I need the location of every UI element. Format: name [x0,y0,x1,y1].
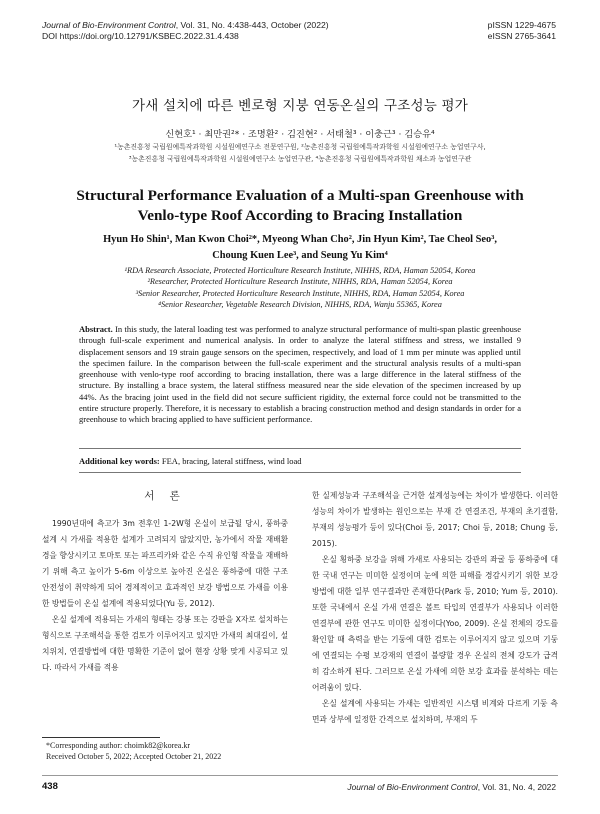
pissn: pISSN 1229-4675 [487,20,556,30]
abstract-text: In this study, the lateral loading test was performed to analyze structural performance of multi-span plastic greenhouse through full-scale experiment and numerical analysis. In order to analyze the lateral stiffness and stress, we installed 9 displacement sensors and 19 strain gauge sensors on the specimen, respectively, and load of 1 mm per minute was applied until the specimen failure. In the comparison between the full-scale experiment and the structural analysis results of a multi-span greenhouse with venlo-type roof according to bracing installation, there was a large difference in the lateral stiffness of the structure. By installing a brace system, the lateral stiffness measured near the side elevation of the specimen increased by up 44%. As the bracing joint used in the field did not secure sufficient rigidity, the external force could not be transmitted to the entire structure properly. Therefore, it is necessary to establish a bracing construction method and design standards in order for a greenhouse to which bracing applied to have sufficient performance. [79,324,521,425]
body-paragraph: 온실 설계에 적용되는 가새의 형태는 강봉 또는 강판을 X자로 설치하는 형식으로 구조해석을 통한 검토가 이루어지고 있지만 가새의 최대길이, 설치위치, 연결방법에 대한 명확한 기준이 없어 현장 상황 맞게 시공되고 있다. 따라서 가새를 적용 [42,615,288,672]
authors-english [50,232,550,264]
section-heading-introduction: 서 론 [144,490,186,502]
footnote [46,741,221,762]
footer-journal [347,782,556,792]
journal-details: , Vol. 31, No. 4:438-443, October (2022) [175,20,329,30]
affiliation-en-line: ³Senior Researcher, Protected Horticulture Research Institute, NIHHS, RDA, Haman 52054, Korea [135,288,465,298]
keywords-divider [79,472,521,473]
page-number: 438 [42,781,58,792]
affiliations-english [60,265,540,310]
affiliation-en-line: ¹RDA Research Associate, Protected Horticulture Research Institute, NIHHS, RDA, Haman 52054, Korea [124,266,476,275]
abstract [79,324,521,426]
affiliations-korean [50,141,550,165]
body-column-left [42,488,288,676]
footer-journal-details: , Vol. 31, No. 4, 2022 [477,782,556,792]
corresponding-author: *Corresponding author: choimk82@korea.kr [46,741,191,750]
affiliation-ko-line: ¹농촌진흥청 국립원예특작과학원 시설원예연구소 전문연구원, ²농촌진흥청 국립원예특작과학원 시설원예연구소 농업연구사, [114,143,486,151]
abstract-label: Abstract. [79,324,113,334]
title-en-line: Structural Performance Evaluation of a Multi-span Greenhouse with [76,187,524,204]
doi-link[interactable]: DOI https://doi.org/10.12791/KSBEC.2022.31.4.438 [42,31,239,41]
title-english [40,186,560,226]
authors-korean: 신현호¹ · 최만권²* · 조명환² · 김진현² · 서태철³ · 이충근³ · 김승유⁴ [165,129,435,140]
journal-header [42,20,329,42]
keywords [79,456,521,466]
body-column-right [312,488,558,728]
affiliation-ko-line: ³농촌진흥청 국립원예특작과학원 시설원예연구소 농업연구관, ⁴농촌진흥청 국립원예특작과학원 채소과 농업연구관 [128,155,472,163]
abstract-divider [79,448,521,449]
footer-journal-name: Journal of Bio-Environment Control [347,782,478,792]
keywords-text: FEA, bracing, lateral stiffness, wind load [159,456,302,466]
title-korean: 가새 설치에 따른 벤로형 지붕 연동온실의 구조성능 평가 [132,98,468,114]
received-dates: Received October 5, 2022; Accepted October 21, 2022 [46,751,222,761]
issn-block [488,20,556,42]
keywords-label: Additional key words: [79,456,160,466]
body-paragraph: 온실 횡하중 보강을 위해 가새로 사용되는 강관의 좌굴 등 풍하중에 대한 국내 연구는 미미한 실정이며 눈에 의한 피해를 경감시키기 위한 보강방법에 대한 일부 연구결과만 존재한다(Park 등, 2010; Yum 등, 2010). 또한 국내에서 온실 가새 연결은 볼트 타입의 연결부가 사용되나 이러한 연결부에 관한 연구도 미미한 실정이다(Yoo, 2009). 온실 전체의 강도를 확인할 때 측력을 받는 기둥에 대한 검토는 이루어지지 않고 있으며 기둥에 연결되는 수평 보강재의 연결이 불량할 경우 온실의 전체 강도가 급격히 감소하게 된다. 그러므로 온실 가새에 의한 보강 효과를 분석하는 데는 어려움이 있다. [312,555,558,692]
eissn: eISSN 2765-3641 [487,31,556,41]
body-paragraph: 1990년대에 측고가 3m 전후인 1-2W형 온실이 보급될 당시, 풍하중 설계 시 가새를 적용한 설계가 고려되지 않았지만, 농가에서 작물 재배환경을 향상시키고 토마토 또는 파프리카와 같은 수직 유인형 작물을 재배하기 위해 측고 높이가 5-6m 이상으로 높아진 온실은 풍하중에 대한 구조 안전성이 취약하게 되어 경제적이고 효과적인 보강 방법으로 가새를 이용한 방법들이 온실 설계에 적용되었다(Yu 등, 2012). [42,519,288,608]
journal-name: Journal of Bio-Environment Control [42,20,176,30]
body-paragraph: 한 실제성능과 구조해석을 근거한 설계성능에는 차이가 발생한다. 이러한 성능의 차이가 발생하는 원인으로는 부재 간 연결조건, 부재의 초기결함, 부재의 성능평가 등이 있다(Choi 등, 2017; Choi 등, 2018; Chung 등, 2015). [312,491,558,548]
title-en-line: Venlo-type Roof According to Bracing Installation [137,207,463,224]
authors-en-line: Hyun Ho Shin¹, Man Kwon Choi²*, Myeong Whan Cho², Jin Hyun Kim², Tae Cheol Seo³, [103,234,497,245]
footer-divider [42,775,558,776]
authors-en-line: Choung Kuen Lee³, and Seung Yu Kim⁴ [212,250,388,261]
body-paragraph: 온실 설계에 사용되는 가새는 일반적인 시스템 비계와 다르게 기둥 측면과 상부에 일정한 간격으로 설치하며, 부재의 두 [312,699,558,724]
affiliation-en-line: ⁴Senior Researcher, Vegetable Research Division, NIHHS, RDA, Wanju 55365, Korea [158,299,442,309]
affiliation-en-line: ²Researcher, Protected Horticulture Research Institute, NIHHS, RDA, Haman 52054, Korea [147,277,453,287]
footnote-divider [42,737,160,738]
